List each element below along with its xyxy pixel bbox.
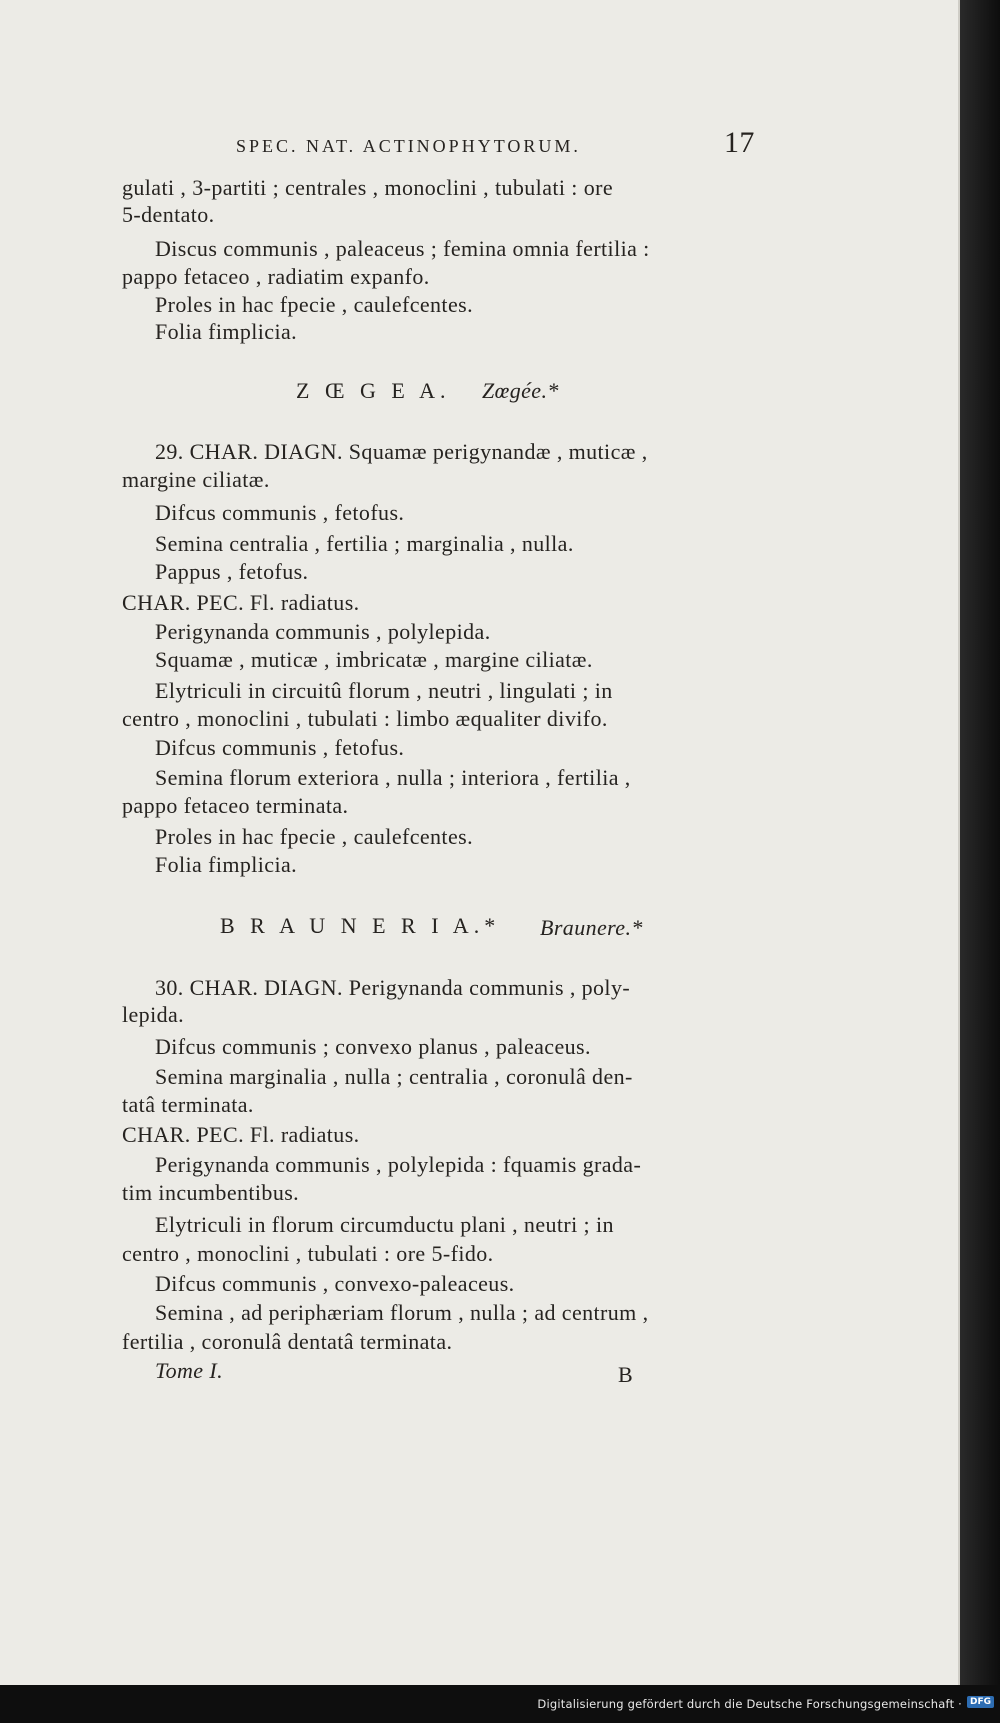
text-line: Difcus communis , fetofus. — [155, 735, 405, 760]
scan-background — [960, 0, 1000, 1685]
text-line: Difcus communis , fetofus. — [155, 500, 405, 525]
section-heading-genus: B R A U N E R I A.* — [220, 913, 501, 938]
text-line: CHAR. PEC. Fl. radiatus. — [122, 590, 360, 615]
text-line: CHAR. PEC. Fl. radiatus. — [122, 1122, 360, 1147]
text-line: tatâ terminata. — [122, 1092, 254, 1117]
text-line: Discus communis , paleaceus ; femina omnia fertilia : — [155, 236, 650, 261]
footer-credit: Digitalisierung gefördert durch die Deutsche Forschungsgemeinschaft · — [537, 1697, 962, 1711]
text-line: centro , monoclini , tubulati : limbo æqualiter divifo. — [122, 706, 608, 731]
text-line: gulati , 3-partiti ; centrales , monoclini , tubulati : ore — [122, 175, 613, 200]
text-line: Folia fimplicia. — [155, 319, 298, 344]
running-head: SPEC. NAT. ACTINOPHYTORUM. — [236, 136, 581, 156]
text-line: tim incumbentibus. — [122, 1180, 300, 1205]
text-line: Semina florum exteriora , nulla ; interiora , fertilia , — [155, 765, 631, 790]
text-line: Perigynanda communis , polylepida : fquamis grada- — [155, 1152, 642, 1177]
page-number: 17 — [724, 126, 755, 159]
text-line: centro , monoclini , tubulati : ore 5-fido. — [122, 1241, 494, 1266]
text-line: Proles in hac fpecie , caulefcentes. — [155, 824, 473, 849]
signature-volume: Tome I. — [155, 1358, 223, 1383]
text-line: fertilia , coronulâ dentatâ terminata. — [122, 1329, 453, 1354]
section-heading-genus: Z Œ G E A. — [296, 378, 451, 403]
text-line: Difcus communis , convexo-paleaceus. — [155, 1271, 515, 1296]
text-line: Elytriculi in florum circumductu plani , neutri ; in — [155, 1212, 614, 1237]
section-heading-french: Zœgée.* — [482, 378, 559, 403]
text-line: Semina , ad periphæriam florum , nulla ; ad centrum , — [155, 1300, 649, 1325]
text-line: 29. CHAR. DIAGN. Squamæ perigynandæ , muticæ , — [155, 439, 648, 464]
text-line: Folia fimplicia. — [155, 852, 298, 877]
text-line: Elytriculi in circuitû florum , neutri , lingulati ; in — [155, 678, 613, 703]
signature-mark: B — [618, 1362, 634, 1387]
text-line: Pappus , fetofus. — [155, 559, 309, 584]
text-line: Difcus communis ; convexo planus , paleaceus. — [155, 1034, 591, 1059]
text-line: pappo fetaceo terminata. — [122, 793, 349, 818]
text-line: pappo fetaceo , radiatim expanfo. — [122, 264, 430, 289]
text-line: Proles in hac fpecie , caulefcentes. — [155, 292, 473, 317]
text-line: 5-dentato. — [122, 202, 215, 227]
text-line: Semina centralia , fertilia ; marginalia , nulla. — [155, 531, 574, 556]
text-line: Squamæ , muticæ , imbricatæ , margine ciliatæ. — [155, 647, 593, 672]
text-line: margine ciliatæ. — [122, 467, 270, 492]
text-line: Perigynanda communis , polylepida. — [155, 619, 491, 644]
footer-bar — [0, 1685, 1000, 1723]
text-line: Semina marginalia , nulla ; centralia , coronulâ den- — [155, 1064, 633, 1089]
section-heading-french: Braunere.* — [540, 915, 643, 940]
text-line: lepida. — [122, 1002, 185, 1027]
dfg-logo-icon: DFG — [967, 1696, 994, 1708]
text-line: 30. CHAR. DIAGN. Perigynanda communis , poly- — [155, 975, 631, 1000]
